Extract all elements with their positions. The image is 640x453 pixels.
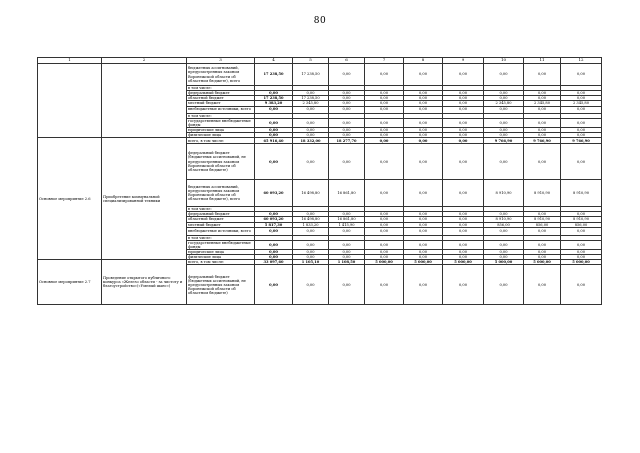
measure-cell: Основное мероприятие 2.6 xyxy=(38,138,102,260)
value-cell: 0,00 xyxy=(255,133,293,138)
value-cell: 9 766,90 xyxy=(484,138,524,144)
measure-cell: Основное мероприятие 2.7 xyxy=(38,260,102,305)
value-cell: 0,00 xyxy=(293,144,329,180)
value-cell: 0,00 xyxy=(484,106,524,113)
value-cell: 0,00 xyxy=(404,180,443,207)
source-label: в том числе: xyxy=(187,235,255,240)
value-cell: 16 861,80 xyxy=(329,217,365,222)
value-cell: 0,00 xyxy=(255,144,293,180)
value-cell: 0,00 xyxy=(443,138,484,144)
value-cell: 0,00 xyxy=(255,227,293,235)
source-label: бюджетных ассигнований, предусмотренных законом Воронежской области об областном бюджете), всего xyxy=(187,180,255,207)
value-cell: 9 383,20 xyxy=(255,101,293,106)
value-cell: 5 817,30 xyxy=(255,222,293,227)
column-header: 12 xyxy=(561,58,602,64)
value-cell: 0,00 xyxy=(484,96,524,101)
value-cell: 0,00 xyxy=(524,127,561,132)
value-cell: 0,00 xyxy=(404,101,443,106)
value-cell: 0,00 xyxy=(484,227,524,235)
value-cell: 17 238,50 xyxy=(255,64,293,86)
value-cell: 0,00 xyxy=(365,240,404,249)
value-cell: 0,00 xyxy=(561,127,602,132)
value-cell: 0,00 xyxy=(484,212,524,217)
value-cell: 856,00 xyxy=(524,222,561,227)
value-cell: 0,00 xyxy=(365,127,404,132)
source-label: государственные внебюджетные фонды xyxy=(187,118,255,127)
value-cell: 0,00 xyxy=(365,133,404,138)
value-cell: 0,00 xyxy=(524,91,561,96)
value-cell: 1 833,20 xyxy=(293,222,329,227)
value-cell: 0,00 xyxy=(443,91,484,96)
source-label: областной бюджет xyxy=(187,217,255,222)
value-cell: 0,00 xyxy=(365,144,404,180)
source-label: федеральный бюджет xyxy=(187,212,255,217)
column-header: 8 xyxy=(404,58,443,64)
value-cell: 0,00 xyxy=(329,255,365,260)
value-cell: 0,00 xyxy=(329,91,365,96)
value-cell: 0,00 xyxy=(484,91,524,96)
value-cell: 0,00 xyxy=(404,265,443,305)
value-cell: 0,00 xyxy=(329,133,365,138)
value-cell: 0,00 xyxy=(329,212,365,217)
source-label: федеральный бюджет (бюджетных ассигнований, не предусмотренных законом Воронежской области об областном бюджете) xyxy=(187,144,255,180)
value-cell: 0,00 xyxy=(443,64,484,86)
value-cell: 0,00 xyxy=(329,118,365,127)
value-cell: 8 910,90 xyxy=(524,217,561,222)
source-label: федеральный бюджет xyxy=(187,91,255,96)
column-header: 2 xyxy=(102,58,187,64)
value-cell: 60 093,20 xyxy=(255,217,293,222)
value-cell: 0,00 xyxy=(404,250,443,255)
value-cell: 0,00 xyxy=(484,255,524,260)
title-cell xyxy=(102,64,187,138)
value-cell: 8 910,90 xyxy=(484,180,524,207)
value-cell: 0,00 xyxy=(329,265,365,305)
value-cell: 0,00 xyxy=(365,96,404,101)
title-cell: Проведение открытого публичного конкурса «Железо области - за чистоту и благоустройство»(«Умелый шанс») xyxy=(102,260,187,305)
value-cell: 0,00 xyxy=(561,144,602,180)
value-cell: 33 097,60 xyxy=(255,260,293,265)
column-header: 6 xyxy=(329,58,365,64)
value-cell: 5 000,00 xyxy=(484,260,524,265)
value-cell: 0,00 xyxy=(293,240,329,249)
value-cell: 0,00 xyxy=(365,118,404,127)
value-cell: 5 000,00 xyxy=(404,260,443,265)
measure-cell xyxy=(38,64,102,138)
value-cell: 0,00 xyxy=(484,118,524,127)
value-cell: 0,00 xyxy=(443,106,484,113)
value-cell: 0,00 xyxy=(561,227,602,235)
value-cell: 0,00 xyxy=(524,250,561,255)
column-header: 10 xyxy=(484,58,524,64)
value-cell: 0,00 xyxy=(329,96,365,101)
value-cell: 0,00 xyxy=(561,133,602,138)
value-cell: 5 000,00 xyxy=(524,260,561,265)
value-cell: 0,00 xyxy=(484,133,524,138)
value-cell: 0,00 xyxy=(365,217,404,222)
value-cell: 8 910,90 xyxy=(561,180,602,207)
value-cell: 0,00 xyxy=(561,255,602,260)
value-cell: 0,00 xyxy=(329,227,365,235)
value-cell: 0,00 xyxy=(255,250,293,255)
value-cell: 1 108,50 xyxy=(329,260,365,265)
value-cell: 0,00 xyxy=(443,265,484,305)
value-cell: 0,00 xyxy=(255,91,293,96)
column-header: 11 xyxy=(524,58,561,64)
value-cell: 0,00 xyxy=(329,250,365,255)
source-label: в том числе: xyxy=(187,86,255,91)
value-cell: 18 277,70 xyxy=(329,138,365,144)
value-cell: 16 861,80 xyxy=(329,180,365,207)
column-header: 7 xyxy=(365,58,404,64)
value-cell: 0,00 xyxy=(524,265,561,305)
value-cell: 18 332,00 xyxy=(293,138,329,144)
source-label: местный бюджет xyxy=(187,222,255,227)
source-label: в том числе: xyxy=(187,207,255,212)
value-cell: 0,00 xyxy=(404,138,443,144)
source-label: бюджетных ассигнований, предусмотренных законом Воронежской области об областном бюджете), всего xyxy=(187,64,255,86)
value-cell: 0,00 xyxy=(293,265,329,305)
value-cell: 0,00 xyxy=(561,96,602,101)
value-cell: 0,00 xyxy=(255,118,293,127)
source-label: всего, в том числе: xyxy=(187,138,255,144)
value-cell: 0,00 xyxy=(524,227,561,235)
value-cell: 0,00 xyxy=(484,250,524,255)
value-cell: 0,00 xyxy=(524,133,561,138)
value-cell: 16 498,80 xyxy=(293,180,329,207)
source-label: федеральный бюджет (бюджетных ассигнований, не предусмотренных законом Воронежской области об областном бюджете) xyxy=(187,265,255,305)
column-header: 9 xyxy=(443,58,484,64)
value-cell: 17 238,50 xyxy=(293,64,329,86)
source-label: областной бюджет xyxy=(187,96,255,101)
value-cell: 0,00 xyxy=(443,180,484,207)
value-cell: 1 415,90 xyxy=(329,222,365,227)
table-row xyxy=(38,64,602,86)
source-label: физические лица xyxy=(187,133,255,138)
budget-table xyxy=(37,57,602,305)
value-cell: 0,00 xyxy=(255,265,293,305)
value-cell: 0,00 xyxy=(404,133,443,138)
value-cell: 0,00 xyxy=(293,227,329,235)
value-cell: 0,00 xyxy=(293,212,329,217)
source-label: юридические лица xyxy=(187,250,255,255)
value-cell: 0,00 xyxy=(443,222,484,227)
value-cell: 0,00 xyxy=(365,222,404,227)
value-cell: 0,00 xyxy=(524,64,561,86)
value-cell: 0,00 xyxy=(524,144,561,180)
value-cell: 0,00 xyxy=(255,255,293,260)
column-header: 3 xyxy=(187,58,255,64)
value-cell: 2 345,80 xyxy=(561,101,602,106)
value-cell: 5 000,00 xyxy=(443,260,484,265)
value-cell: 0,00 xyxy=(293,250,329,255)
value-cell: 0,00 xyxy=(484,240,524,249)
value-cell: 0,00 xyxy=(404,222,443,227)
value-cell: 856,00 xyxy=(561,222,602,227)
value-cell: 0,00 xyxy=(443,217,484,222)
value-cell: 0,00 xyxy=(365,255,404,260)
value-cell: 0,00 xyxy=(524,106,561,113)
value-cell: 0,00 xyxy=(484,144,524,180)
value-cell: 0,00 xyxy=(524,212,561,217)
column-header: 1 xyxy=(38,58,102,64)
value-cell: 0,00 xyxy=(561,64,602,86)
value-cell: 0,00 xyxy=(404,64,443,86)
value-cell: 0,00 xyxy=(365,180,404,207)
source-label: в том числе: xyxy=(187,113,255,118)
value-cell: 2 345,80 xyxy=(484,101,524,106)
value-cell: 5 000,00 xyxy=(365,260,404,265)
page-number: 80 xyxy=(313,16,327,26)
source-label: государственные внебюджетные фонды xyxy=(187,240,255,249)
value-cell: 16 498,80 xyxy=(293,217,329,222)
value-cell: 0,00 xyxy=(404,240,443,249)
value-cell: 0,00 xyxy=(365,138,404,144)
value-cell: 0,00 xyxy=(484,64,524,86)
value-cell: 9 766,90 xyxy=(561,138,602,144)
value-cell: 0,00 xyxy=(365,265,404,305)
value-cell: 0,00 xyxy=(255,240,293,249)
value-cell: 9 766,90 xyxy=(524,138,561,144)
value-cell: 0,00 xyxy=(443,127,484,132)
value-cell: 8 910,90 xyxy=(561,217,602,222)
value-cell: 0,00 xyxy=(365,212,404,217)
value-cell: 0,00 xyxy=(404,118,443,127)
column-header: 4 xyxy=(255,58,293,64)
value-cell: 0,00 xyxy=(561,118,602,127)
value-cell: 0,00 xyxy=(443,240,484,249)
value-cell: 0,00 xyxy=(443,118,484,127)
title-cell: Приобретение коммунальной специализированной техники xyxy=(102,138,187,260)
value-cell: 0,00 xyxy=(255,106,293,113)
value-cell: 0,00 xyxy=(293,133,329,138)
value-cell: 17 238,50 xyxy=(293,96,329,101)
value-cell: 0,00 xyxy=(484,265,524,305)
value-cell: 0,00 xyxy=(329,64,365,86)
value-cell: 2 345,80 xyxy=(293,101,329,106)
source-label: юридические лица xyxy=(187,127,255,132)
value-cell: 0,00 xyxy=(404,217,443,222)
column-header: 5 xyxy=(293,58,329,64)
value-cell: 0,00 xyxy=(293,255,329,260)
value-cell: 8 910,90 xyxy=(524,180,561,207)
value-cell: 0,00 xyxy=(443,96,484,101)
value-cell: 0,00 xyxy=(524,96,561,101)
value-cell: 0,00 xyxy=(404,212,443,217)
value-cell: 0,00 xyxy=(484,127,524,132)
source-label: внебюджетные источники, всего xyxy=(187,106,255,113)
value-cell: 0,00 xyxy=(561,265,602,305)
value-cell: 856,00 xyxy=(484,222,524,227)
value-cell: 0,00 xyxy=(365,250,404,255)
value-cell: 0,00 xyxy=(443,101,484,106)
value-cell: 2 345,80 xyxy=(524,101,561,106)
value-cell: 0,00 xyxy=(561,240,602,249)
value-cell: 5 000,00 xyxy=(561,260,602,265)
value-cell: 0,00 xyxy=(404,91,443,96)
source-label: физические лица xyxy=(187,255,255,260)
value-cell: 0,00 xyxy=(404,144,443,180)
value-cell: 0,00 xyxy=(293,106,329,113)
value-cell: 0,00 xyxy=(255,212,293,217)
value-cell: 0,00 xyxy=(404,96,443,101)
value-cell: 0,00 xyxy=(561,212,602,217)
value-cell: 17 238,50 xyxy=(255,96,293,101)
value-cell: 0,00 xyxy=(561,250,602,255)
value-cell: 0,00 xyxy=(561,91,602,96)
value-cell: 8 910,90 xyxy=(484,217,524,222)
value-cell: 0,00 xyxy=(404,106,443,113)
value-cell: 0,00 xyxy=(329,127,365,132)
value-cell: 0,00 xyxy=(329,101,365,106)
value-cell: 0,00 xyxy=(443,227,484,235)
value-cell: 1 105,10 xyxy=(293,260,329,265)
value-cell: 0,00 xyxy=(365,64,404,86)
source-label: местный бюджет xyxy=(187,101,255,106)
value-cell: 0,00 xyxy=(365,101,404,106)
value-cell: 60 093,20 xyxy=(255,180,293,207)
source-label: внебюджетные источники, всего xyxy=(187,227,255,235)
value-cell: 0,00 xyxy=(293,127,329,132)
value-cell: 0,00 xyxy=(443,212,484,217)
value-cell: 0,00 xyxy=(329,144,365,180)
value-cell: 0,00 xyxy=(524,255,561,260)
value-cell: 0,00 xyxy=(443,250,484,255)
value-cell: 0,00 xyxy=(443,144,484,180)
value-cell: 0,00 xyxy=(524,118,561,127)
value-cell: 0,00 xyxy=(329,240,365,249)
value-cell: 0,00 xyxy=(443,255,484,260)
value-cell: 0,00 xyxy=(524,240,561,249)
value-cell: 0,00 xyxy=(443,133,484,138)
value-cell: 0,00 xyxy=(365,91,404,96)
value-cell: 0,00 xyxy=(561,106,602,113)
value-cell: 0,00 xyxy=(293,118,329,127)
value-cell: 0,00 xyxy=(293,91,329,96)
value-cell: 0,00 xyxy=(365,106,404,113)
value-cell: 0,00 xyxy=(255,127,293,132)
value-cell: 0,00 xyxy=(365,227,404,235)
value-cell: 65 916,40 xyxy=(255,138,293,144)
value-cell: 0,00 xyxy=(329,106,365,113)
source-label: всего, в том числе: xyxy=(187,260,255,265)
value-cell: 0,00 xyxy=(404,255,443,260)
value-cell: 0,00 xyxy=(404,227,443,235)
value-cell: 0,00 xyxy=(404,127,443,132)
